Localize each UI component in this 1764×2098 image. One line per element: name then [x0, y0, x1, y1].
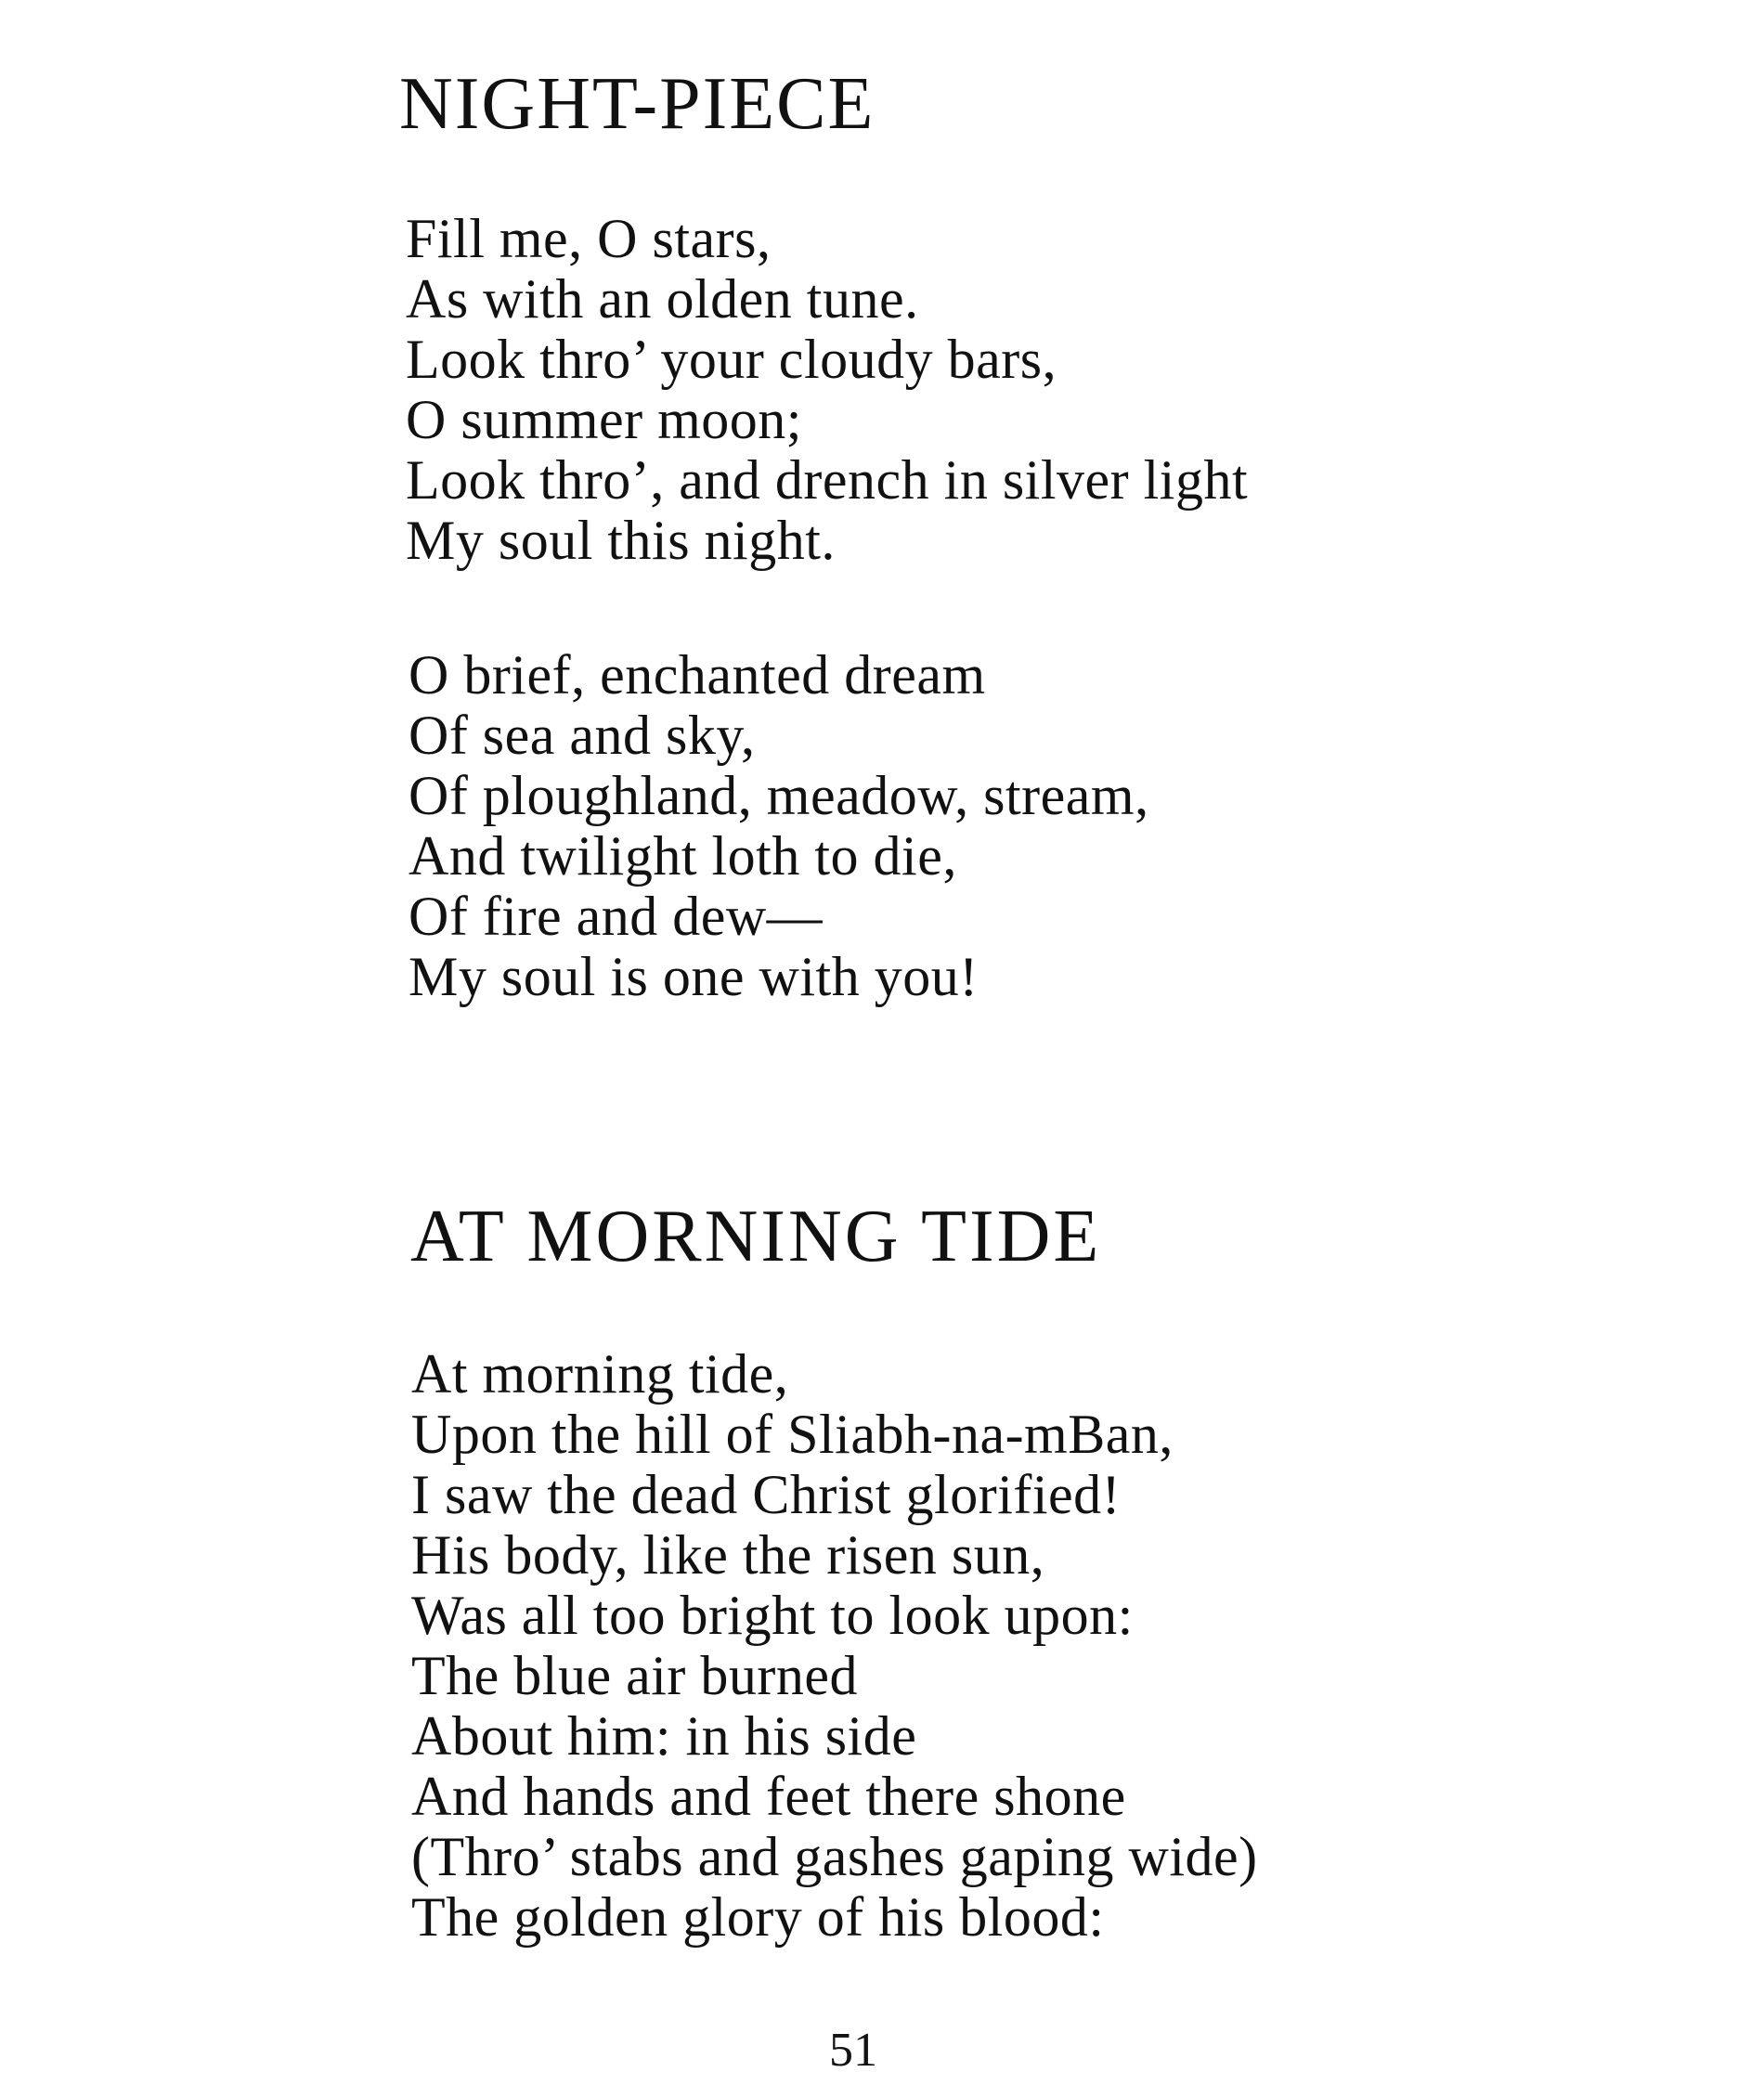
poem-title-night-piece: NIGHT-PIECE — [399, 63, 876, 145]
poem-line: His body, like the risen sun, — [411, 1524, 1045, 1586]
poem-line: Fill me, O stars, — [406, 208, 772, 269]
poem-line: Look thro’, and drench in silver light — [406, 449, 1249, 511]
poem-line: The golden glory of his blood: — [411, 1886, 1105, 1948]
stanza-night-piece-1 — [406, 209, 1248, 571]
page-number: 51 — [829, 2024, 877, 2077]
poem-line: At morning tide, — [411, 1343, 789, 1405]
poem-line: Of ploughland, meadow, stream, — [409, 765, 1149, 826]
poem-line: My soul is one with you! — [409, 946, 979, 1007]
poem-line: I saw the dead Christ glorified! — [411, 1464, 1122, 1525]
poem-title-at-morning-tide: AT MORNING TIDE — [410, 1196, 1102, 1277]
poem-line: (Thro’ stabs and gashes gaping wide) — [411, 1826, 1258, 1887]
poem-line: Of sea and sky, — [409, 705, 756, 766]
poem-line: Look thro’ your cloudy bars, — [406, 329, 1057, 390]
poem-line: Upon the hill of Sliabh-na-mBan, — [411, 1404, 1174, 1465]
poem-line: As with an olden tune. — [406, 268, 919, 330]
poem-line: My soul this night. — [406, 510, 836, 571]
poem-line: O brief, enchanted dream — [409, 644, 986, 706]
poem-line: And twilight loth to die, — [409, 825, 957, 887]
poem-line: Was all too bright to look upon: — [411, 1585, 1134, 1646]
poem-line: And hands and feet there shone — [411, 1766, 1126, 1827]
stanza-night-piece-2 — [409, 645, 1149, 1007]
stanza-at-morning-tide-1 — [411, 1344, 1258, 1948]
poem-line: The blue air burned — [411, 1645, 858, 1706]
poem-line: About him: in his side — [411, 1705, 917, 1767]
poem-line: Of fire and dew— — [409, 886, 824, 947]
poem-line: O summer moon; — [406, 389, 802, 450]
